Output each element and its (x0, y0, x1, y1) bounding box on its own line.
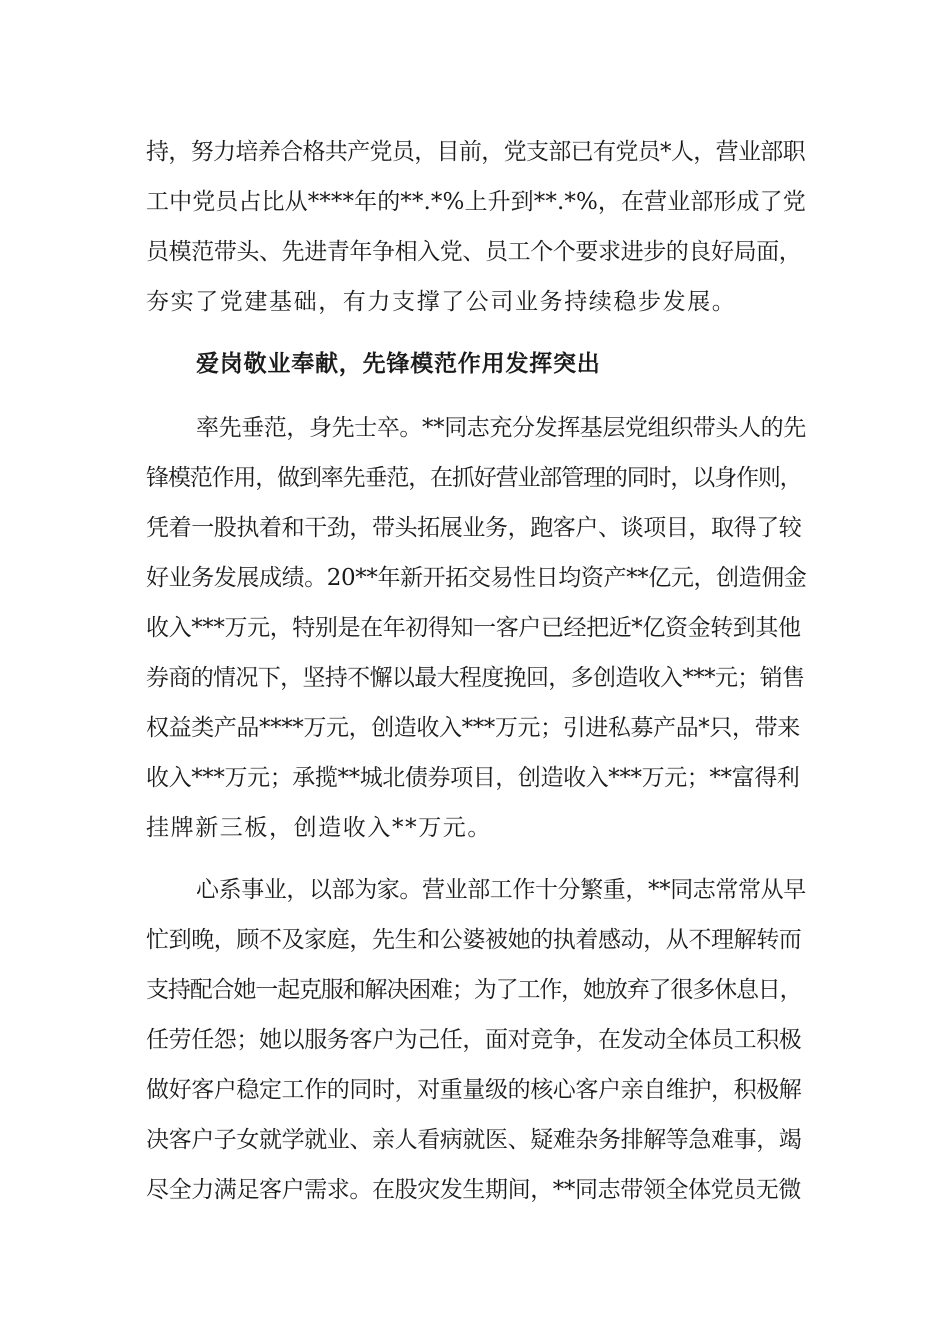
paragraph-1-line-2: 工中党员占比从****年的**.*%上升到**.*%，在营业部形成了党 (146, 189, 806, 215)
paragraph-3-line-1: 心系事业，以部为家。营业部工作十分繁重，**同志常常从早 (196, 877, 806, 903)
paragraph-2-line-8: 收入***万元；承揽**城北债券项目，创造收入***万元；**富得利 (146, 765, 800, 791)
paragraph-2-line-1: 率先垂范，身先士卒。**同志充分发挥基层党组织带头人的先 (196, 415, 806, 441)
paragraph-3-line-4: 任劳任怨；她以服务客户为己任，面对竞争，在发动全体员工积极 (146, 1027, 802, 1053)
paragraph-2-line-2: 锋模范作用，做到率先垂范，在抓好营业部管理的同时，以身作则， (146, 465, 802, 491)
paragraph-2-line-3: 凭着一股执着和干劲，带头拓展业务，跑客户、谈项目，取得了较 (146, 515, 802, 541)
paragraph-1-line-3: 员模范带头、先进青年争相入党、员工个个要求进步的良好局面， (146, 239, 802, 265)
paragraph-3-line-2: 忙到晚，顾不及家庭，先生和公婆被她的执着感动，从不理解转而 (146, 927, 802, 953)
paragraph-2-line-6: 券商的情况下，坚持不懈以最大程度挽回，多创造收入***元；销售 (146, 665, 805, 691)
paragraph-2-line-5: 收入***万元，特别是在年初得知一客户已经把近*亿资金转到其他 (146, 615, 801, 641)
paragraph-2-line-4: 好业务发展成绩。20**年新开拓交易性日均资产**亿元，创造佣金 (146, 565, 807, 591)
paragraph-3-line-7: 尽全力满足客户需求。在股灾发生期间，**同志带领全体党员无微 (146, 1177, 802, 1203)
paragraph-3-line-3: 支持配合她一起克服和解决困难；为了工作，她放弃了很多休息日， (146, 977, 802, 1003)
paragraph-3-line-5: 做好客户稳定工作的同时，对重量级的核心客户亲自维护，积极解 (146, 1077, 802, 1103)
paragraph-1-line-1: 持，努力培养合格共产党员，目前，党支部已有党员*人，营业部职 (146, 139, 806, 165)
section-heading: 爱岗敬业奉献，先锋模范作用发挥突出 (196, 351, 601, 377)
paragraph-2-line-7: 权益类产品****万元，创造收入***万元；引进私募产品*只，带来 (146, 715, 800, 741)
paragraph-2-line-9: 挂牌新三板，创造收入**万元。 (146, 815, 492, 841)
paragraph-1-line-4: 夯实了党建基础，有力支撑了公司业务持续稳步发展。 (146, 289, 737, 315)
paragraph-3-line-6: 决客户子女就学就业、亲人看病就医、疑难杂务排解等急难事，竭 (146, 1127, 802, 1153)
